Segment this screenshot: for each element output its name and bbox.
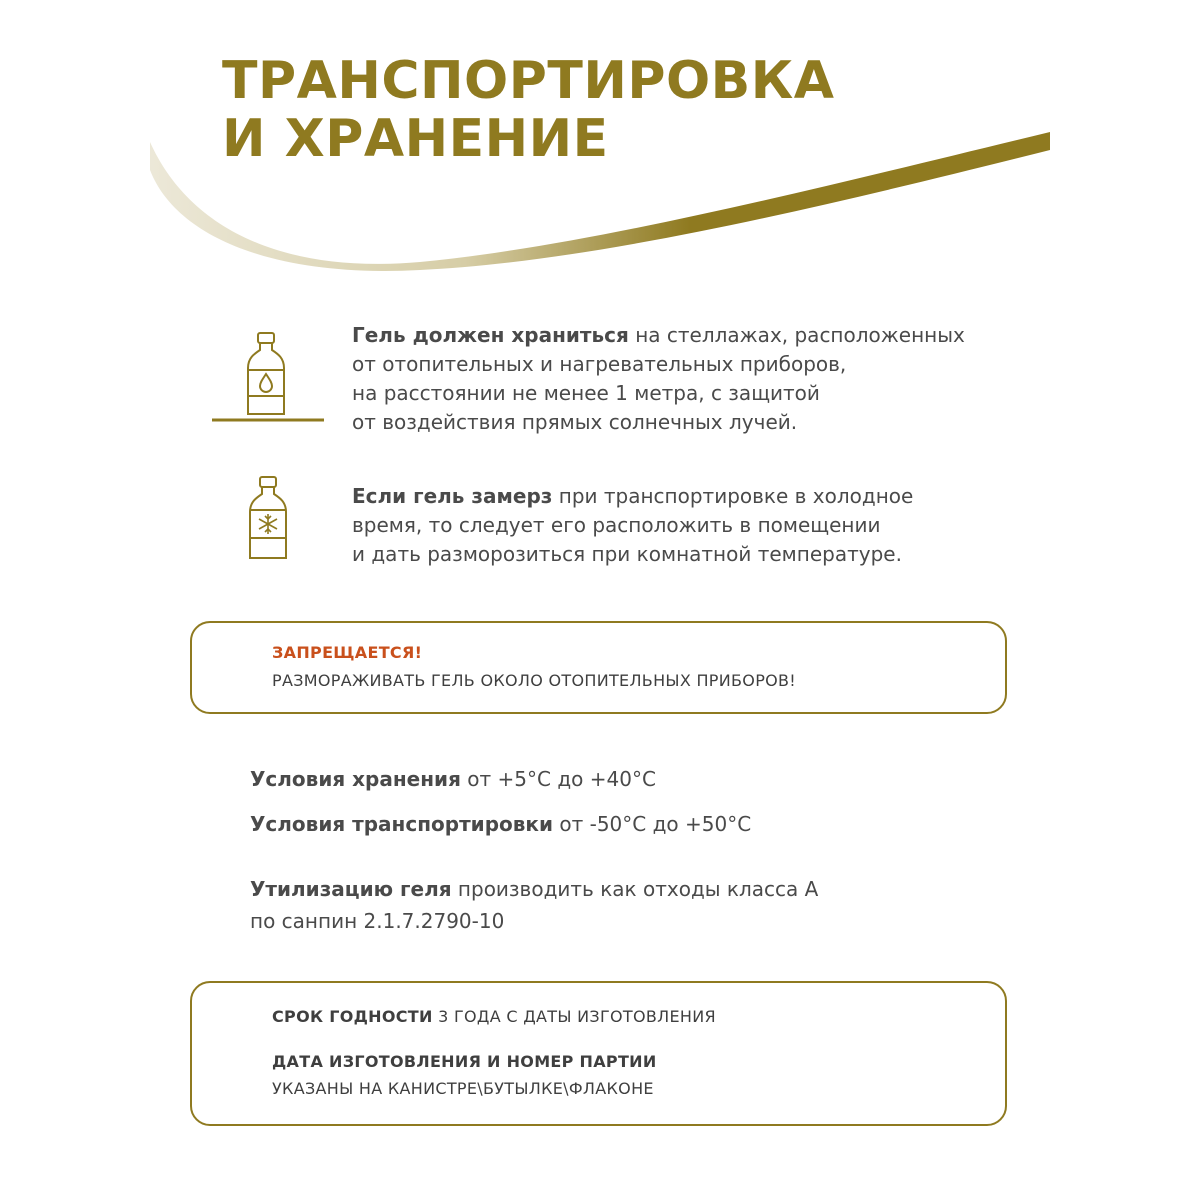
frozen-info-text-3: и дать разморозиться при комнатной температуре. [352,542,902,566]
disposal-info [250,873,818,937]
disposal-line-2: по санпин 2.1.7.2790-10 [250,909,505,933]
storage-info-bold: Гель должен храниться [352,323,629,347]
storage-info-text-3: на расстоянии не менее 1 метра, с защитой [352,381,820,405]
shelf-life [272,1007,716,1026]
warning-text: РАЗМОРАЖИВАТЬ ГЕЛЬ ОКОЛО ОТОПИТЕЛЬНЫХ ПРИБОРОВ! [272,671,797,690]
storage-info-text-1: на стеллажах, расположенных [628,323,965,347]
storage-info-paragraph [352,321,965,437]
warning-title: ЗАПРЕЩАЕТСЯ! [272,643,423,662]
storage-conditions-value: от +5°С до +40°С [460,767,656,791]
shelf-life-label: СРОК ГОДНОСТИ [272,1007,433,1026]
disposal-label: Утилизацию геля [250,877,452,901]
bottle-snowflake-icon [240,474,296,564]
title-line-1: ТРАНСПОРТИРОВКА [222,51,835,111]
batch-label-text: ДАТА ИЗГОТОВЛЕНИЯ И НОМЕР ПАРТИИ [272,1052,657,1071]
page-title [222,52,835,168]
batch-value: УКАЗАНЫ НА КАНИСТРЕ\БУТЫЛКЕ\ФЛАКОНЕ [272,1079,654,1098]
frozen-info-bold: Если гель замерз [352,484,553,508]
disposal-value: производить как отходы класса А [451,877,819,901]
storage-conditions-label: Условия хранения [250,767,461,791]
storage-info-text-4: от воздействия прямых солнечных лучей. [352,410,798,434]
frozen-info-paragraph [352,482,913,569]
transport-conditions-label: Условия транспортировки [250,812,553,836]
storage-info-text-2: от отопительных и нагревательных приборов, [352,352,847,376]
info-box [190,981,1007,1126]
frozen-info-text-2: время, то следует его расположить в помещении [352,513,881,537]
bottle-drop-icon [210,330,326,425]
transport-conditions-value: от -50°С до +50°С [553,812,752,836]
batch-label [272,1052,657,1071]
storage-conditions [250,763,656,795]
shelf-life-value: 3 ГОДА С ДАТЫ ИЗГОТОВЛЕНИЯ [432,1007,716,1026]
title-line-2: И ХРАНЕНИЕ [222,109,609,169]
transport-conditions [250,808,751,840]
warning-box [190,621,1007,714]
frozen-info-text-1: при транспортировке в холодное [552,484,914,508]
